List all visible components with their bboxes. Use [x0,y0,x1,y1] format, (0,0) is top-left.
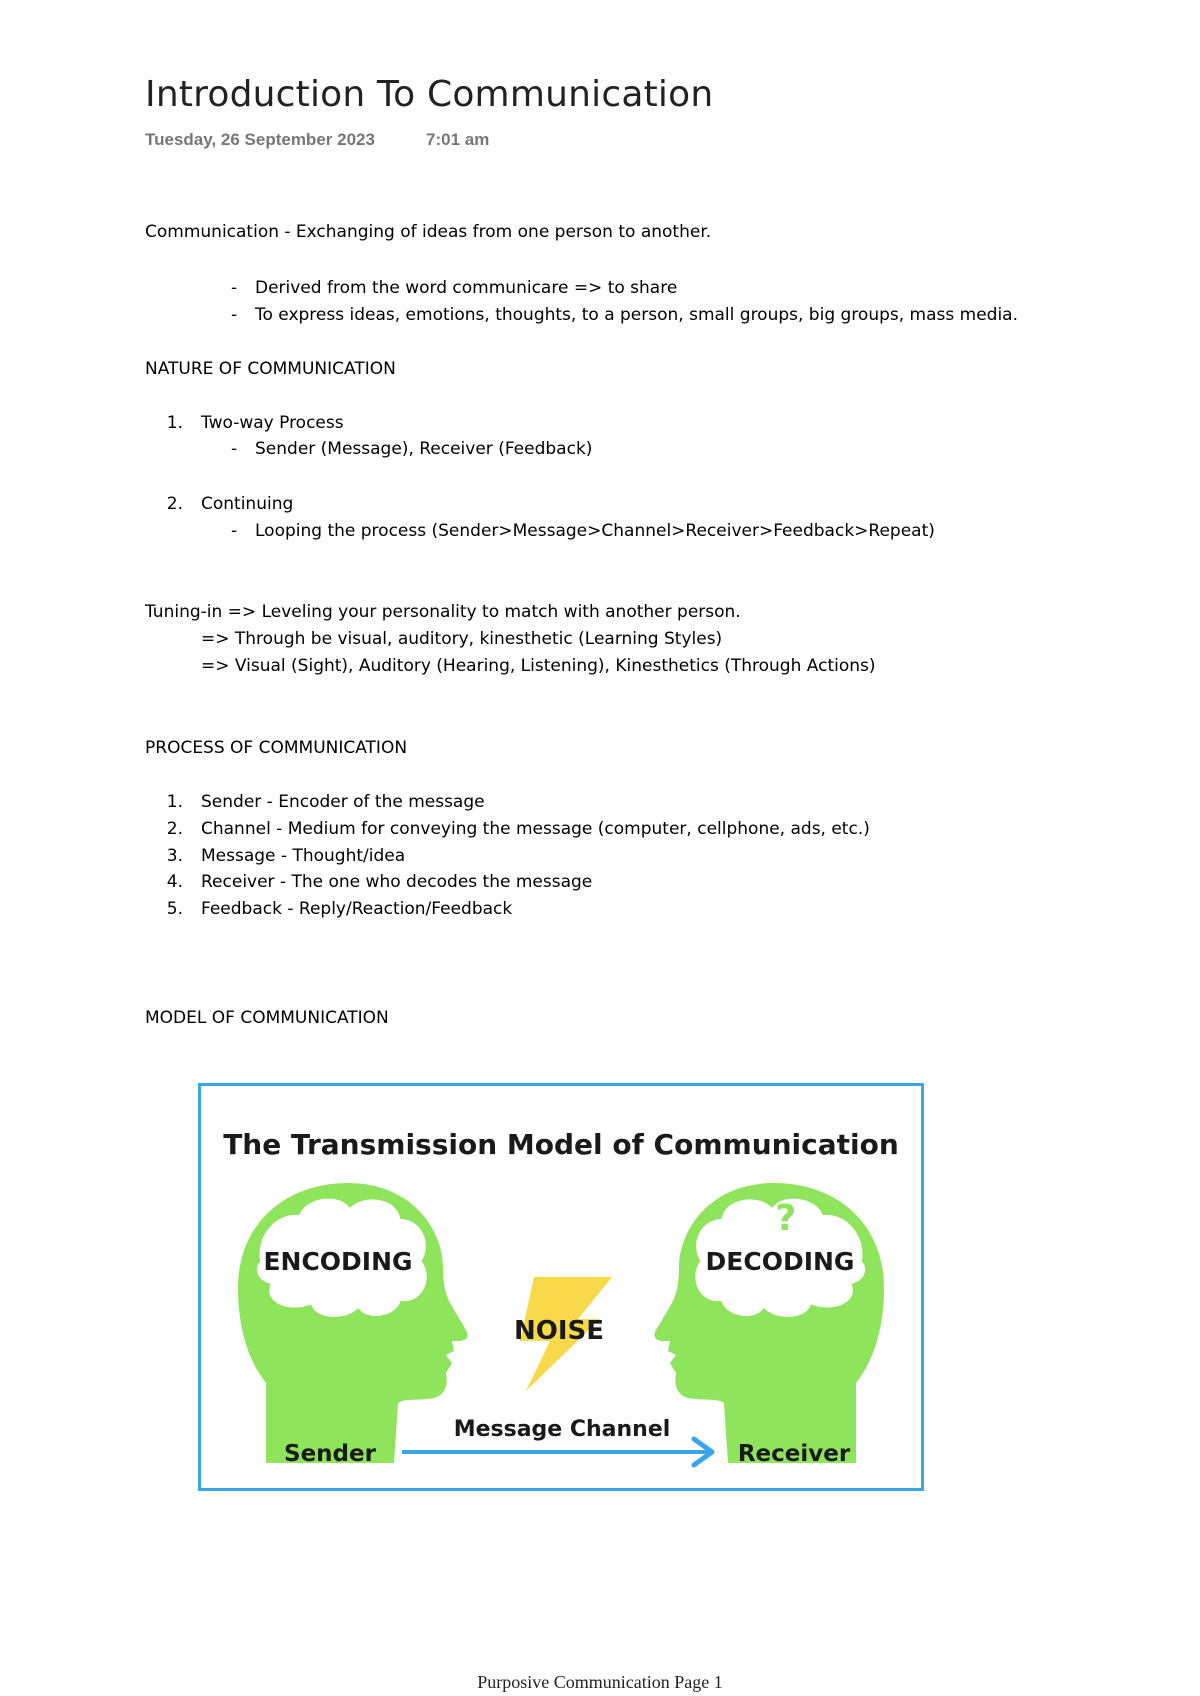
transmission-model-figure [198,1083,924,1491]
definition-text: Communication - Exchanging of ideas from one person to another. [145,222,712,242]
bullet-dash: - [231,305,238,325]
nature-heading: NATURE OF COMMUNICATION [145,359,396,379]
page-date: Tuesday, 26 September 2023 [145,130,375,149]
page-footer: Purposive Communication Page 1 [477,1672,723,1692]
list-number: 1. [166,792,183,812]
model-heading: MODEL OF COMMUNICATION [145,1008,389,1028]
definition-bullet-1: Derived from the word communicare => to share [255,278,678,298]
channel-label: Message Channel [453,1417,671,1442]
nature-item-2-sub: Looping the process (Sender>Message>Channel>Receiver>Feedback>Repeat) [255,521,935,541]
process-item-1: Sender - Encoder of the message [201,792,485,812]
list-number: 2. [166,819,183,839]
list-number: 4. [166,872,183,892]
encoding-label: ENCODING [263,1247,413,1276]
process-heading: PROCESS OF COMMUNICATION [145,738,408,758]
tuning-line: Tuning-in => Leveling your personality to match with another person. [145,602,741,622]
list-number: 2. [166,494,183,514]
nature-item-1-sub: Sender (Message), Receiver (Feedback) [255,439,593,459]
noise-label: NOISE [513,1316,605,1346]
figure-title: The Transmission Model of Communication [223,1128,899,1161]
process-item-2: Channel - Medium for conveying the message (computer, cellphone, ads, etc.) [201,819,870,839]
tuning-sub-2: => Visual (Sight), Auditory (Hearing, Listening), Kinesthetics (Through Actions) [201,656,876,676]
list-number: 5. [166,899,183,919]
list-number: 1. [166,413,183,433]
page-time: 7:01 am [426,130,490,149]
process-item-5: Feedback - Reply/Reaction/Feedback [201,899,513,919]
question-mark-icon: ? [775,1198,797,1239]
bullet-dash: - [231,439,238,459]
nature-item-2: Continuing [201,494,294,514]
receiver-label: Receiver [737,1441,851,1467]
nature-item-1: Two-way Process [201,413,344,433]
process-item-4: Receiver - The one who decodes the message [201,872,593,892]
list-number: 3. [166,846,183,866]
tuning-sub-1: => Through be visual, auditory, kinesthetic (Learning Styles) [201,629,723,649]
bullet-dash: - [231,278,238,298]
page-title: Introduction To Communication [145,74,714,115]
process-item-3: Message - Thought/idea [201,846,406,866]
decoding-label: DECODING [705,1247,855,1276]
definition-bullet-2: To express ideas, emotions, thoughts, to a person, small groups, big groups, mass media. [255,305,1019,325]
sender-label: Sender [284,1441,376,1467]
bullet-dash: - [231,521,238,541]
